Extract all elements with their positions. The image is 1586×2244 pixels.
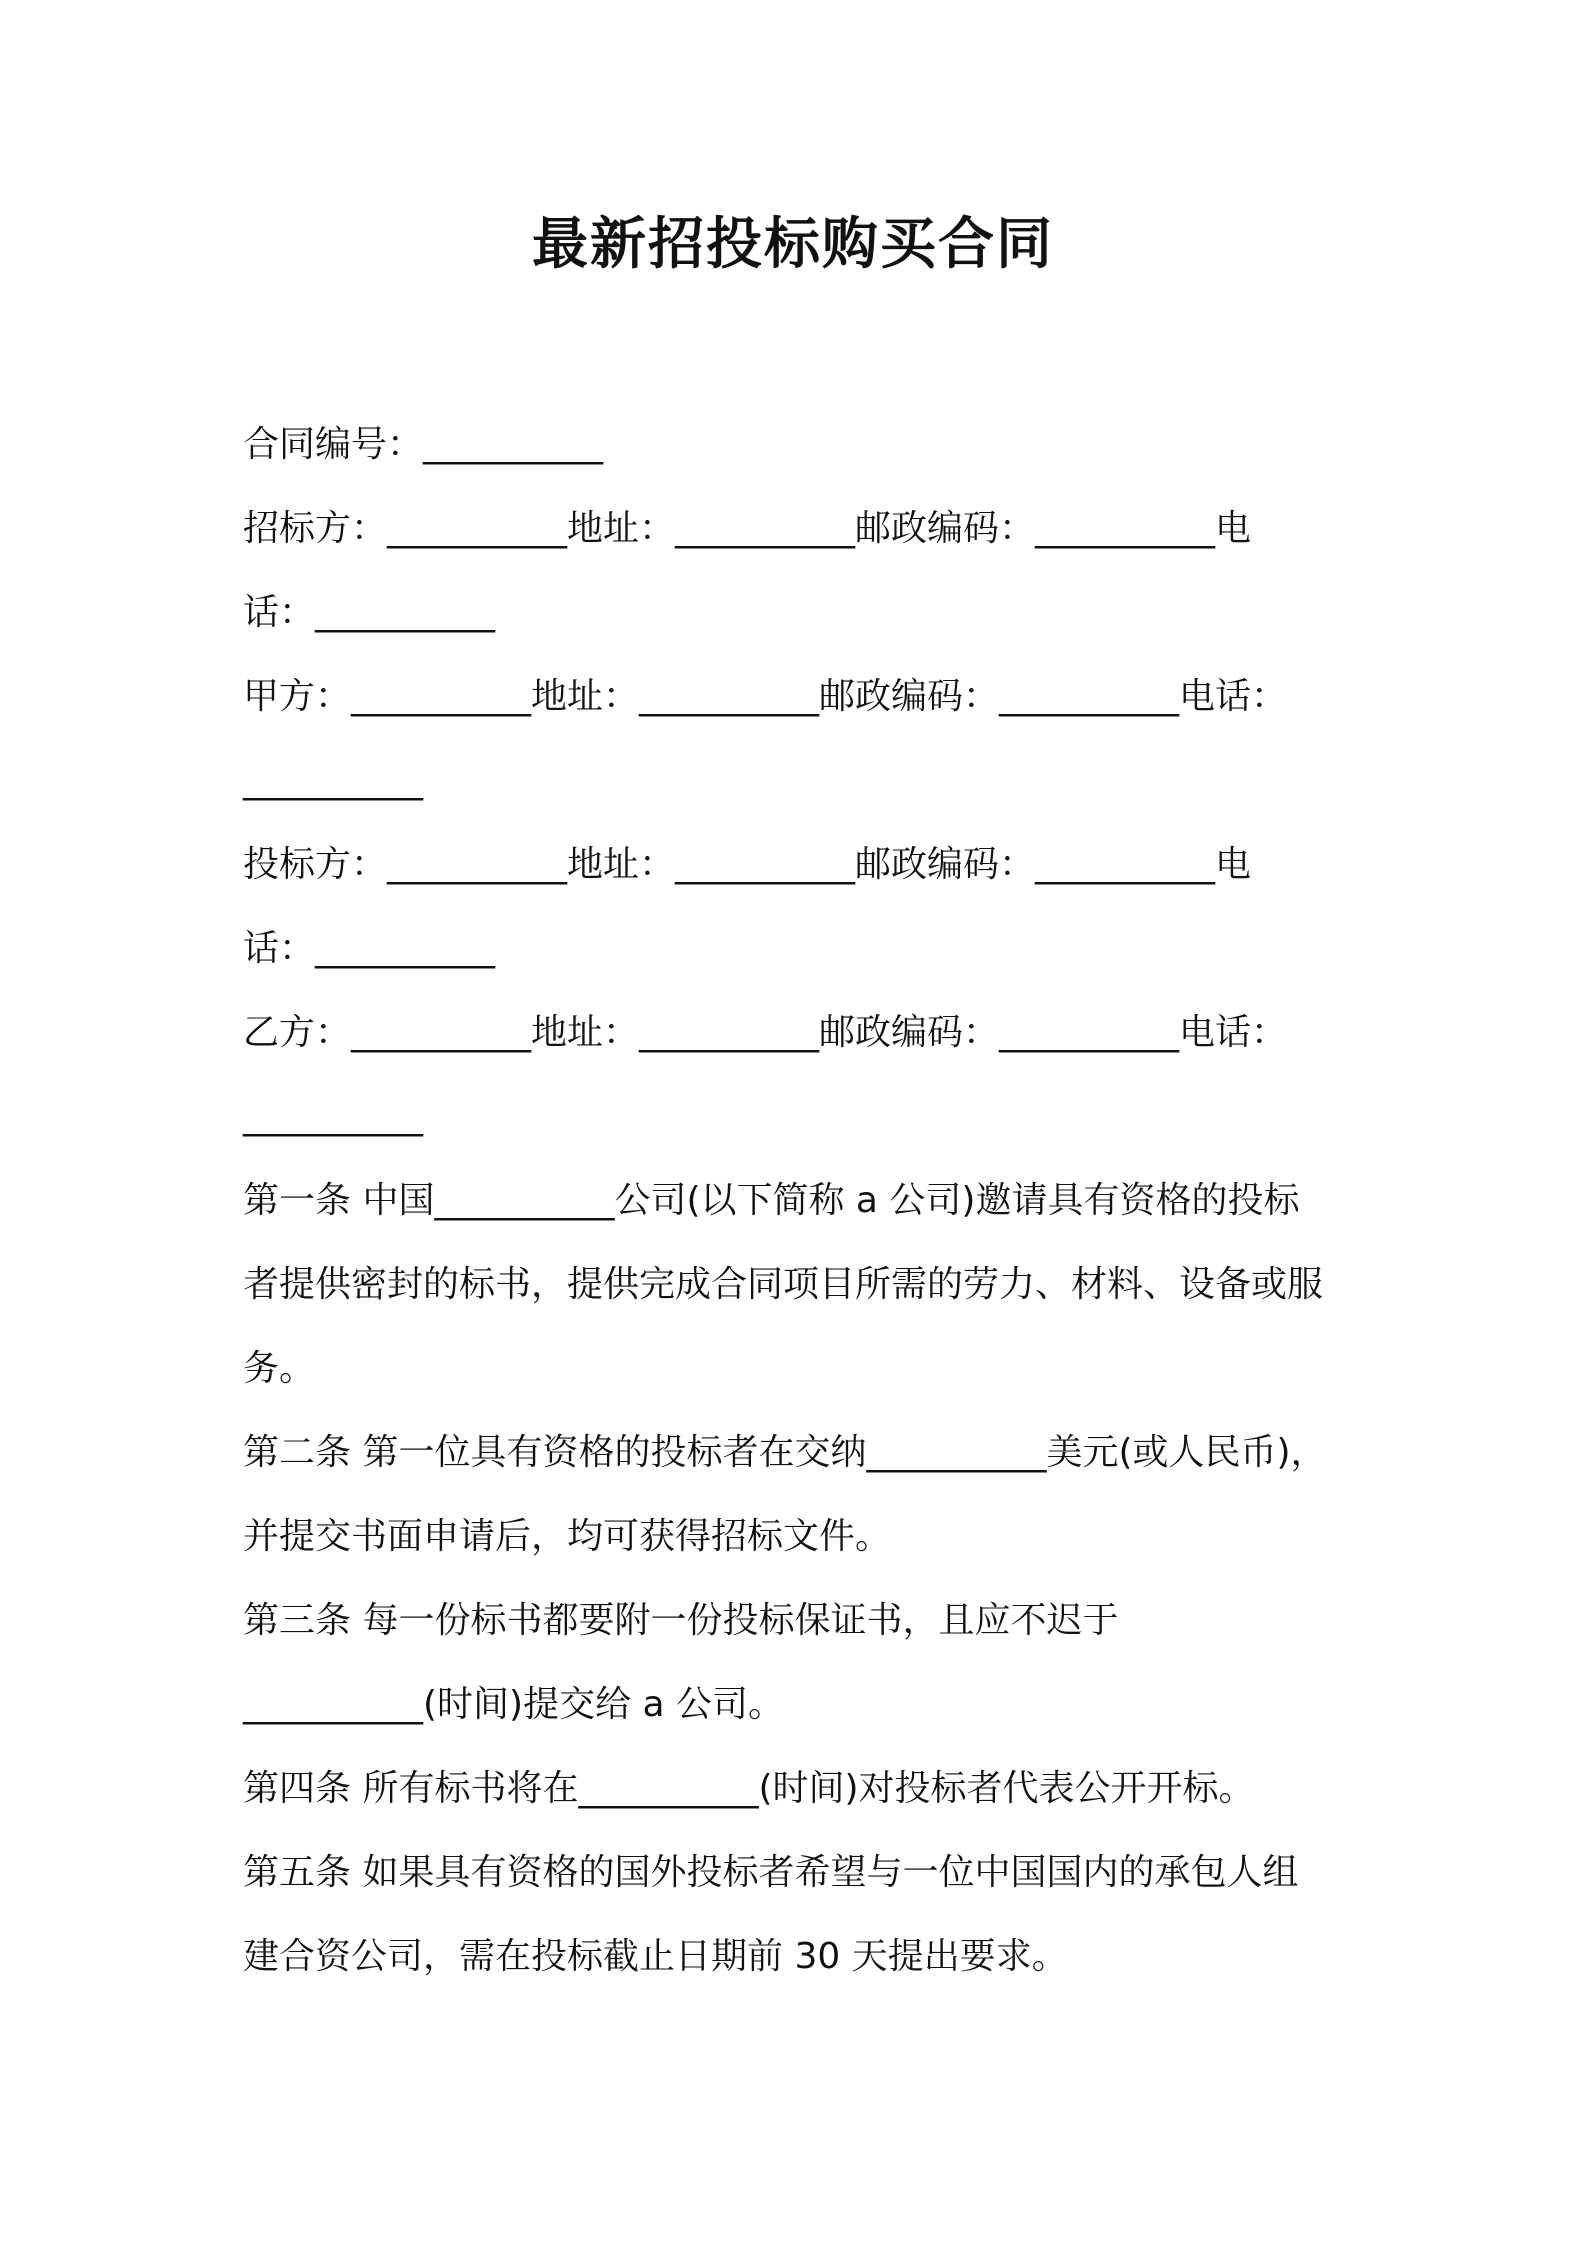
party-b-line-continued: __________ [243, 1096, 423, 1137]
document-body [243, 403, 1363, 1999]
document-title: 最新招投标购买合同 [532, 212, 1054, 277]
article-5-line-2: 建合资公司，需在投标截止日期前 30 天提出要求。 [243, 1936, 1068, 1977]
contract-number-line: 合同编号：__________ [243, 424, 604, 465]
bidder-line-continued: 话：__________ [243, 928, 496, 969]
party-a-line: 甲方：__________地址：__________邮政编码：__________电话： [243, 676, 1288, 717]
article-3-line-2: __________(时间)提交给 a 公司。 [243, 1684, 785, 1725]
tenderer-line: 招标方：__________地址：__________邮政编码：__________电 [243, 508, 1252, 549]
article-5-line-1: 第五条 如果具有资格的国外投标者希望与一位中国国内的承包人组 [243, 1852, 1299, 1893]
article-3-line-1: 第三条 每一份标书都要附一份投标保证书，且应不迟于 [243, 1600, 1119, 1641]
tenderer-line-continued: 话：__________ [243, 592, 496, 633]
bidder-line: 投标方：__________地址：__________邮政编码：__________电 [243, 844, 1252, 885]
party-a-line-continued: __________ [243, 760, 423, 801]
article-2-line-1: 第二条 第一位具有资格的投标者在交纳__________美元(或人民币)， [243, 1432, 1327, 1473]
party-b-line: 乙方：__________地址：__________邮政编码：__________电话： [243, 1012, 1288, 1053]
article-2-line-2: 并提交书面申请后，均可获得招标文件。 [243, 1516, 892, 1557]
article-4-line-1: 第四条 所有标书将在__________(时间)对投标者代表公开开标。 [243, 1768, 1255, 1809]
article-1-line-1: 第一条 中国__________公司(以下简称 a 公司)邀请具有资格的投标 [243, 1180, 1300, 1221]
article-1-line-2: 者提供密封的标书，提供完成合同项目所需的劳力、材料、设备或服 [243, 1264, 1324, 1305]
article-1-line-3: 务。 [243, 1348, 316, 1389]
